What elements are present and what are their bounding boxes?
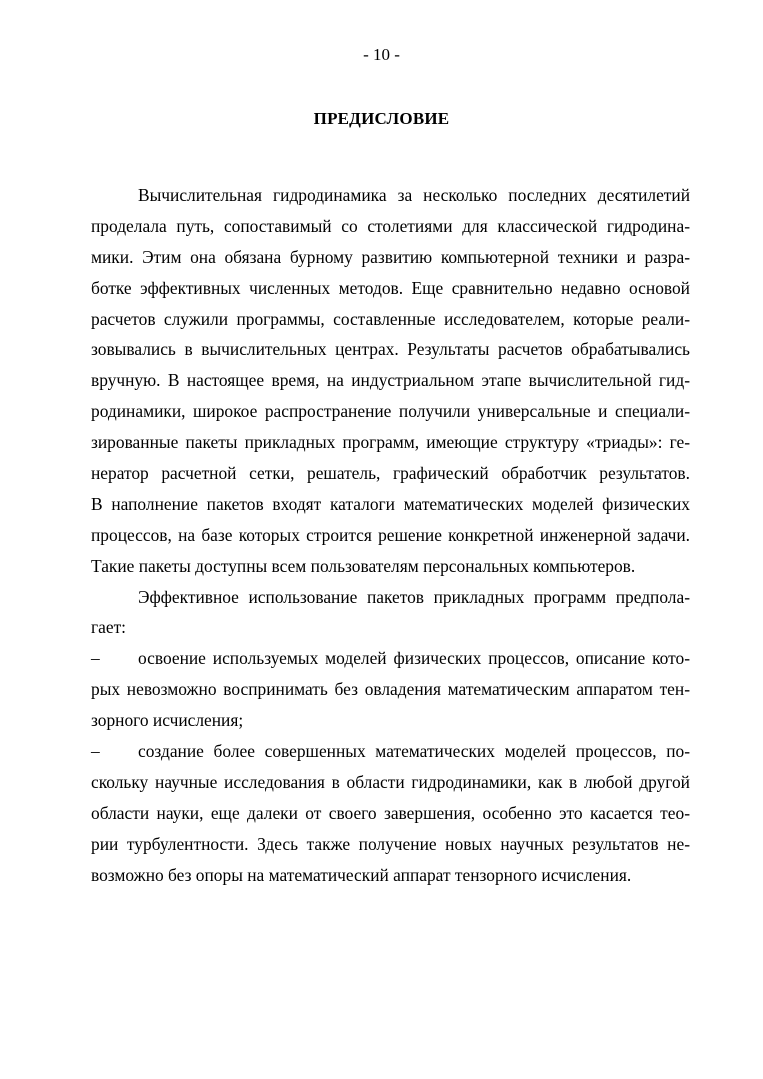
list-item-line: рых невозможно воспринимать без овладения математическим аппаратом тен- [91, 679, 690, 700]
list-item [91, 736, 690, 767]
paragraph-line: Эффективное использование пакетов прикладных программ предпола- [138, 586, 690, 607]
paragraph-line: мики. Этим она обязана бурному развитию компьютерной техники и разра- [91, 246, 690, 267]
paragraph-line: зированные пакеты прикладных программ, имеющие структуру «триады»: ге- [91, 432, 690, 453]
paragraph-line: ботке эффективных численных методов. Еще сравнительно недавно основой [91, 277, 690, 298]
list-dash: – [91, 741, 100, 762]
page-number: - 10 - [363, 45, 400, 64]
body-text [91, 180, 690, 890]
paragraph-line: проделала путь, сопоставимый со столетиями для классической гидродина- [91, 215, 690, 236]
list-item-line: зорного исчисления; [91, 710, 244, 731]
paragraph-line: зовывались в вычислительных центрах. Результаты расчетов обрабатывались [91, 339, 690, 360]
paragraph-line: родинамики, широкое распространение получили универсальные и специали- [91, 401, 690, 422]
list-item-line: области науки, еще далеки от своего завершения, особенно это касается тео- [91, 802, 690, 823]
paragraph-line: Вычислительная гидродинамика за несколько последних десятилетий [138, 185, 690, 205]
paragraph-line: вручную. В настоящее время, на индустриальном этапе вычислительной гид- [91, 370, 690, 391]
list-item-text: создание более совершенных математических моделей процессов, по- [138, 741, 690, 762]
list-item-line: возможно без опоры на математический аппарат тензорного исчисления. [91, 864, 632, 885]
list-item [91, 643, 690, 674]
paragraph-line: Такие пакеты доступны всем пользователям персональных компьютеров. [91, 555, 636, 576]
paragraph-line: процессов, на базе которых строится решение конкретной инженерной задачи. [91, 524, 690, 545]
paragraph-line: расчетов служили программы, составленные исследователем, которые реали- [91, 308, 690, 329]
list-item-line: рии турбулентности. Здесь также получение новых научных результатов не- [91, 833, 690, 854]
section-heading: ПРЕДИСЛОВИЕ [313, 109, 450, 128]
list-item-text: освоение используемых моделей физических процессов, описание кото- [138, 648, 690, 669]
list-dash: – [91, 648, 100, 669]
list-item-line: скольку научные исследования в области гидродинамики, как в любой другой [91, 771, 690, 792]
paragraph-line: В наполнение пакетов входят каталоги математических моделей физических [91, 493, 690, 514]
paragraph-line: гает: [91, 617, 127, 638]
paragraph-line: нератор расчетной сетки, решатель, графический обработчик результатов. [91, 463, 690, 484]
